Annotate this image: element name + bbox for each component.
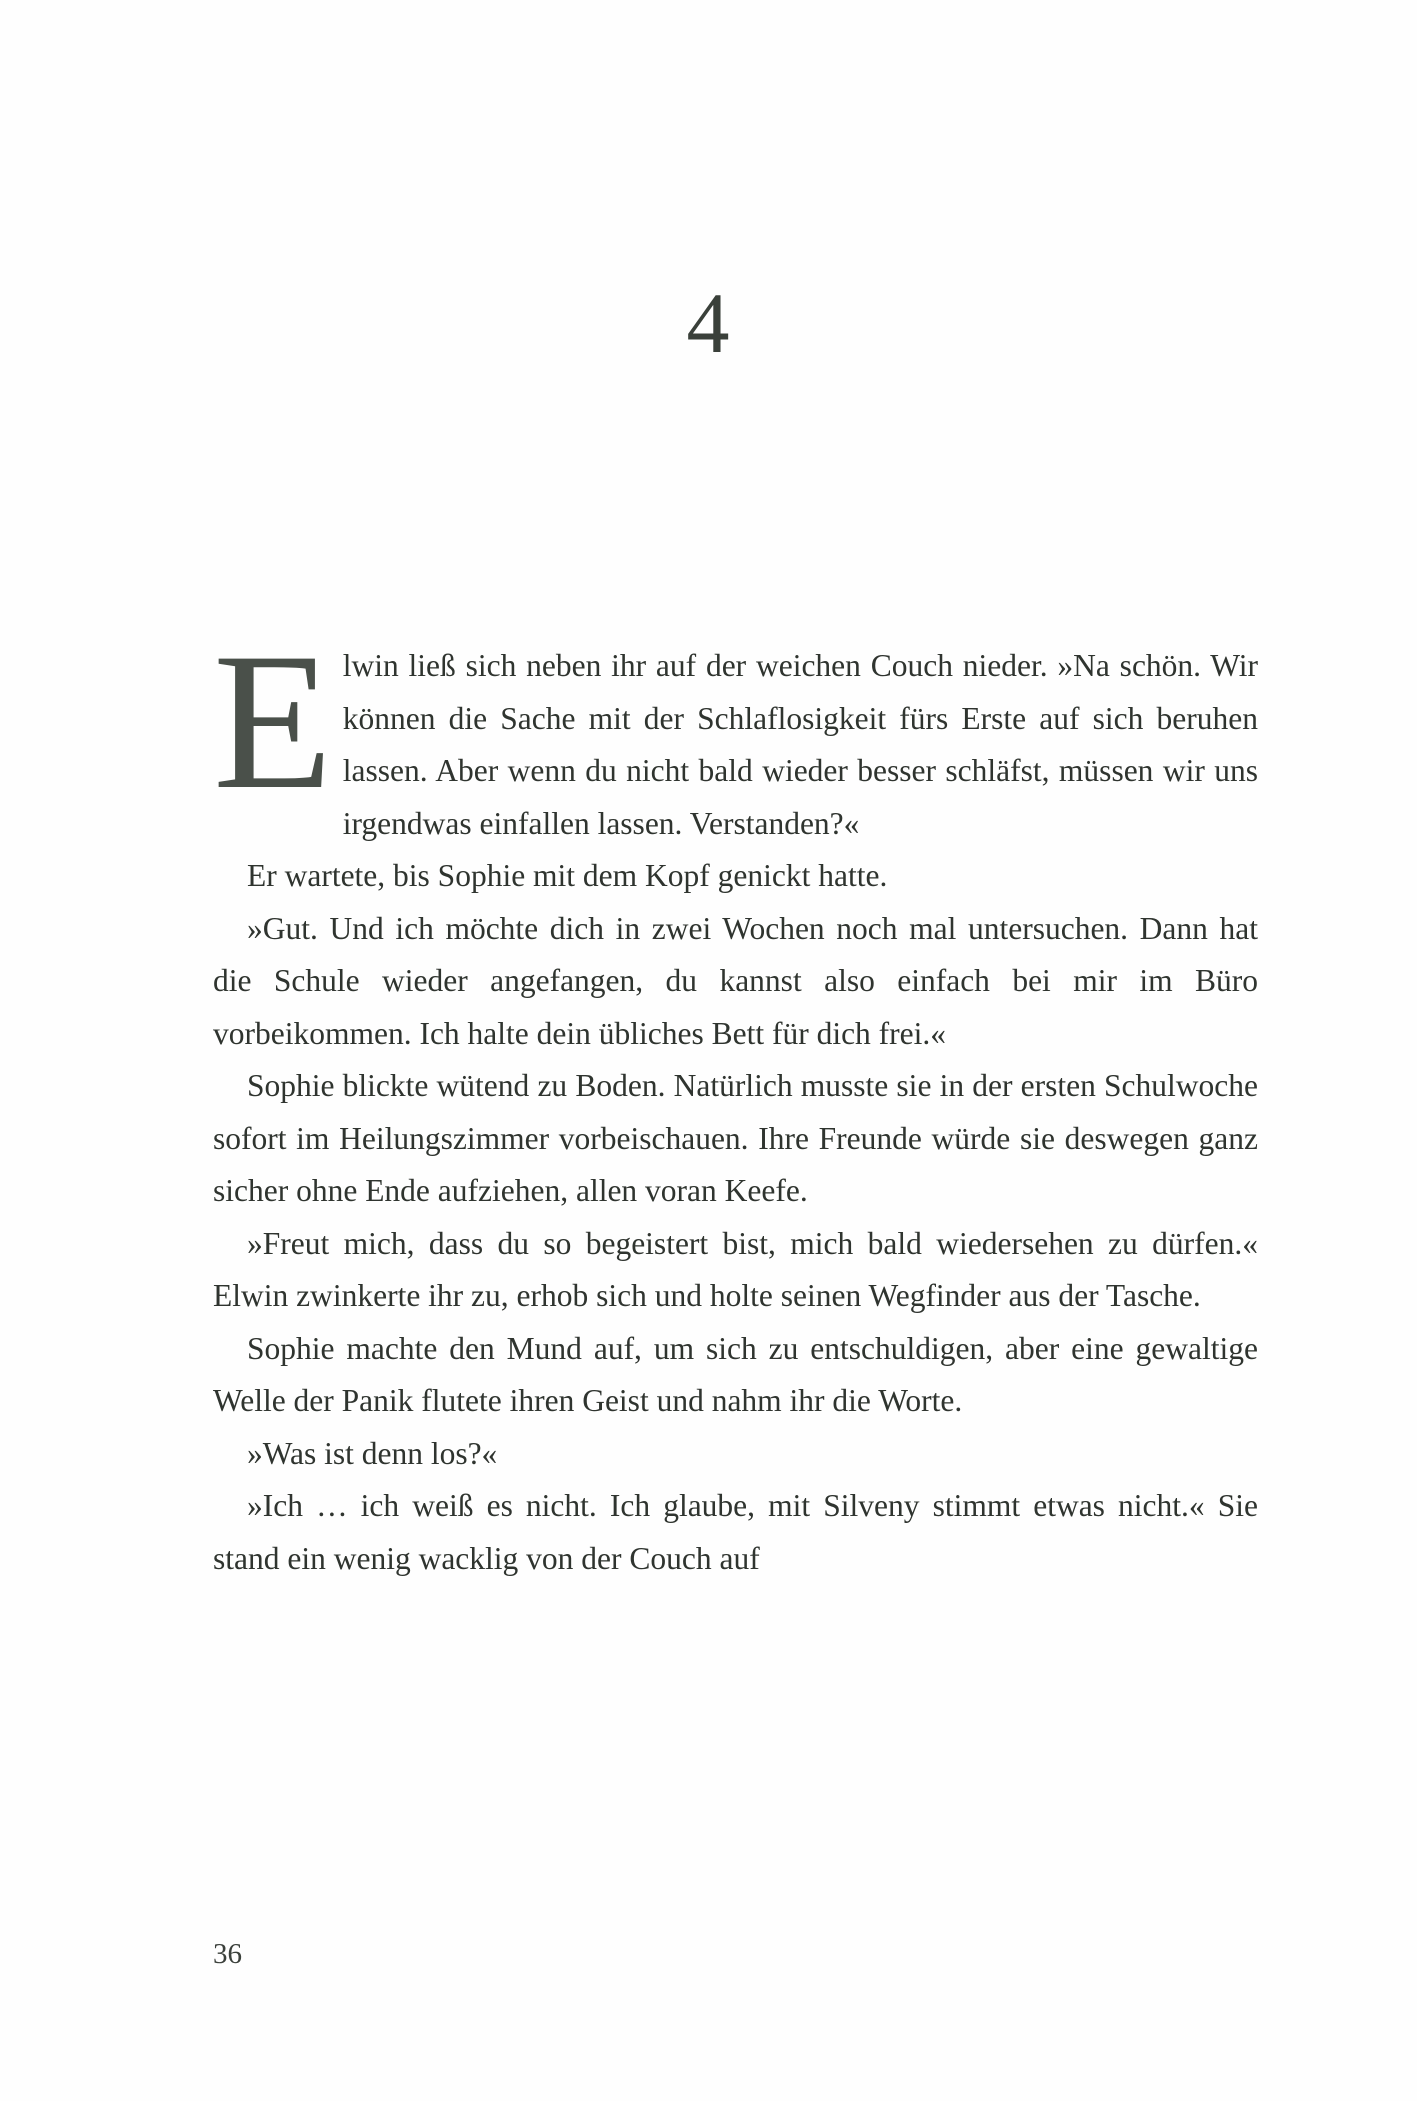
paragraph: [213, 1428, 1258, 1481]
paragraph-text: »Gut. Und ich möchte dich in zwei Wochen noch mal untersuchen. Dann hat die Schule wieder angefangen, du kannst also einfach bei mir im Büro vorbeikommen. Ich halte dein übliches Bett für dich frei.«: [213, 910, 1258, 1051]
drop-cap: E: [213, 613, 333, 830]
paragraph: [213, 903, 1258, 1061]
paragraph: [213, 850, 1258, 903]
paragraph-text: Er wartete, bis Sophie mit dem Kopf genickt hatte.: [247, 858, 888, 893]
paragraph-text: »Freut mich, dass du so begeistert bist, mich bald wiedersehen zu dürfen.« Elwin zwinkerte ihr zu, erhob sich und holte seinen Wegfinder aus der Tasche.: [213, 1225, 1258, 1313]
paragraph: [213, 1323, 1258, 1428]
paragraph-text: »Ich … ich weiß es nicht. Ich glaube, mit Silveny stimmt etwas nicht.« Sie stand ein wenig wacklig von der Couch auf: [213, 1488, 1258, 1576]
page-number: 36: [213, 1938, 242, 1970]
paragraph-text: Sophie machte den Mund auf, um sich zu entschuldigen, aber eine gewaltige Welle der Panik flutete ihren Geist und nahm ihr die Worte.: [213, 1330, 1258, 1418]
paragraph: [213, 1480, 1258, 1585]
body-text: [213, 613, 1258, 1585]
paragraph-text: »Was ist denn los?«: [247, 1435, 498, 1471]
paragraph: [213, 1218, 1258, 1323]
paragraph-text: lwin ließ sich neben ihr auf der weichen Couch nieder. »Na schön. Wir können die Sache mit der Schlaflosigkeit fürs Erste auf sich beruhen lassen. Aber wenn du nicht bald wieder besser schläfst, müssen wir uns irgendwas einfallen lassen. Verstanden?«: [342, 648, 1258, 841]
paragraph: [213, 613, 1258, 850]
paragraph: [213, 1060, 1258, 1218]
chapter-number: 4: [686, 275, 731, 371]
paragraph-text: Sophie blickte wütend zu Boden. Natürlich musste sie in der ersten Schulwoche sofort im Heilungszimmer vorbeischauen. Ihre Freunde würde sie deswegen ganz sicher ohne Ende aufziehen, allen voran Keefe.: [213, 1068, 1258, 1208]
